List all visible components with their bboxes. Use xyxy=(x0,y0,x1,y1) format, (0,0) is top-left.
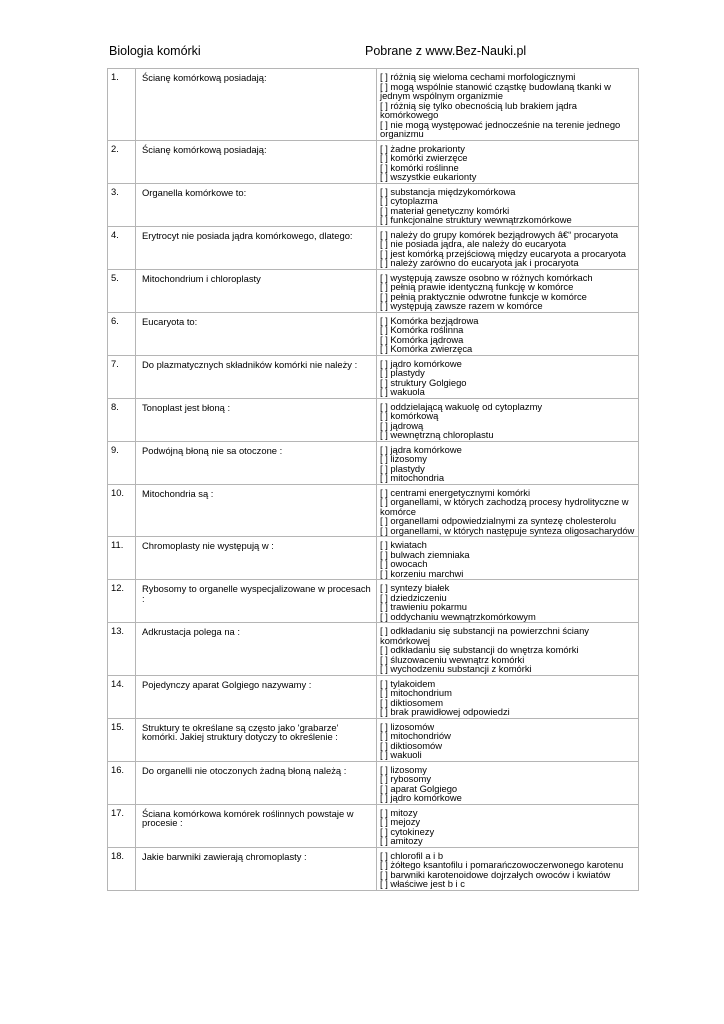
question-text: Organella komórkowe to: xyxy=(142,186,247,198)
answer-option[interactable]: [ ] nie mogą występować jednocześnie na terenie jednego organizmu xyxy=(380,118,621,139)
answer-option[interactable]: [ ] odkładaniu się substancji do wnętrza komórki xyxy=(380,644,579,655)
answer-option[interactable]: [ ] jądrową xyxy=(380,419,424,431)
answer-option[interactable]: [ ] Komórka bezjądrowa xyxy=(380,314,479,326)
question-number: 10. xyxy=(108,484,136,537)
answer-option[interactable]: [ ] należy do grupy komórek bezjądrowych â€“ procaryota xyxy=(380,228,619,240)
question-row xyxy=(108,69,639,141)
answer-options xyxy=(377,804,639,847)
answer-option[interactable]: [ ] syntezy białek xyxy=(380,582,450,593)
question-text: Adkrustacja polega na : xyxy=(142,626,240,637)
answer-option[interactable]: [ ] wakuoli xyxy=(380,749,422,760)
question-cell xyxy=(136,441,377,484)
question-text: Do plazmatycznych składników komórki nie należy : xyxy=(142,358,358,370)
answer-option[interactable]: [ ] lizosomów xyxy=(380,720,435,732)
answer-option[interactable]: [ ] lizosomy xyxy=(380,453,427,464)
question-text: Erytrocyt nie posiada jądra komórkowego, dlatego: xyxy=(142,229,353,241)
question-row xyxy=(108,226,639,269)
answer-option[interactable]: [ ] kwiatach xyxy=(380,539,427,550)
question-text: Ścianę komórkową posiadają: xyxy=(142,143,267,155)
question-cell xyxy=(136,140,377,183)
question-number: 14. xyxy=(108,675,136,718)
answer-option[interactable]: [ ] mitozy xyxy=(380,806,418,818)
question-row xyxy=(108,312,639,355)
answer-options xyxy=(377,537,639,580)
question-cell xyxy=(136,761,377,804)
answer-option[interactable]: [ ] struktury Golgiego xyxy=(380,376,467,388)
answer-option[interactable]: [ ] bulwach ziemniaka xyxy=(380,548,470,560)
answer-option[interactable]: [ ] trawieniu pokarmu xyxy=(380,601,468,612)
question-cell xyxy=(136,69,377,141)
question-row xyxy=(108,140,639,183)
answer-option[interactable]: [ ] różnią się wieloma cechami morfologicznymi xyxy=(380,71,576,82)
question-text: Jakie barwniki zawierają chromoplasty : xyxy=(142,850,307,862)
answer-options xyxy=(377,675,639,718)
answer-option[interactable]: [ ] śluzowaceniu wewnątrz komórki xyxy=(380,653,525,665)
question-number: 4. xyxy=(108,226,136,269)
question-number: 5. xyxy=(108,269,136,312)
answer-options xyxy=(377,398,639,441)
source-note: Pobrane z www.Bez-Nauki.pl xyxy=(365,44,527,58)
answer-option[interactable]: [ ] jest komórką przejściową między eucaryota a procaryota xyxy=(380,247,626,259)
question-number: 2. xyxy=(108,140,136,183)
answer-option[interactable]: [ ] jądra komórkowe xyxy=(380,443,462,455)
answer-option[interactable]: [ ] jądro komórkowe xyxy=(380,357,462,369)
answer-option[interactable]: [ ] pełnią prawie identyczną funkcję w komórce xyxy=(380,281,574,292)
answer-option[interactable]: [ ] organellami odpowiedzialnymi za syntezę cholesterolu xyxy=(380,515,617,526)
answer-option[interactable]: [ ] żadne prokarionty xyxy=(380,142,465,154)
question-text: Do organelli nie otoczonych żadną błoną należą : xyxy=(142,764,347,776)
document-title: Biologia komórki xyxy=(109,44,201,58)
answer-option[interactable]: [ ] tylakoidem xyxy=(380,677,436,689)
answer-option[interactable]: [ ] diktiosomów xyxy=(380,739,442,751)
question-number: 18. xyxy=(108,847,136,890)
question-text: Rybosomy to organelle wyspecjalizowane w procesach : xyxy=(142,583,371,604)
question-cell xyxy=(136,398,377,441)
question-number: 15. xyxy=(108,718,136,761)
quiz-table xyxy=(107,68,639,891)
answer-option[interactable]: [ ] mitochondria xyxy=(380,472,445,483)
question-text: Podwójną błoną nie sa otoczone : xyxy=(142,444,283,456)
answer-options xyxy=(377,269,639,312)
answer-option[interactable]: [ ] oddzielającą wakuolę od cytoplazmy xyxy=(380,400,543,412)
answer-options xyxy=(377,69,639,141)
answer-option[interactable]: [ ] amitozy xyxy=(380,835,423,846)
question-text: Mitochondrium i chloroplasty xyxy=(142,272,261,284)
answer-option[interactable]: [ ] pełnią praktycznie odwrotne funkcje w komórce xyxy=(380,290,587,302)
question-cell xyxy=(136,183,377,226)
answer-option[interactable]: [ ] nie posiada jądra, ale należy do eucaryota xyxy=(380,238,567,249)
answer-options xyxy=(377,761,639,804)
question-row xyxy=(108,484,639,537)
question-text: Chromoplasty nie występują w : xyxy=(142,540,274,551)
question-cell xyxy=(136,355,377,398)
answer-option[interactable]: [ ] owocach xyxy=(380,558,428,569)
question-row xyxy=(108,580,639,623)
answer-options xyxy=(377,718,639,761)
question-number: 11. xyxy=(108,537,136,580)
answer-option[interactable]: [ ] komórki roślinne xyxy=(380,161,459,173)
answer-option[interactable]: [ ] komórkową xyxy=(380,410,439,421)
question-number: 13. xyxy=(108,623,136,676)
question-number: 8. xyxy=(108,398,136,441)
answer-option[interactable]: [ ] organellami, w których następuje synteza oligosacharydów xyxy=(380,524,635,536)
answer-option[interactable]: [ ] diktiosomem xyxy=(380,696,444,708)
answer-option[interactable]: [ ] chlorofil a i b xyxy=(380,849,444,861)
answer-options xyxy=(377,140,639,183)
answer-options xyxy=(377,484,639,537)
answer-options xyxy=(377,226,639,269)
answer-option[interactable]: [ ] wychodzeniu substancji z komórki xyxy=(380,663,532,674)
answer-option[interactable]: [ ] materiał genetyczny komórki xyxy=(380,204,510,216)
answer-options xyxy=(377,623,639,676)
answer-option[interactable]: [ ] wewnętrzną chloroplastu xyxy=(380,429,494,440)
answer-options xyxy=(377,355,639,398)
answer-option[interactable]: [ ] brak prawidłowej odpowiedzi xyxy=(380,706,510,717)
answer-options xyxy=(377,847,639,890)
answer-options xyxy=(377,312,639,355)
answer-option[interactable]: [ ] odkładaniu się substancji na powierzchni ściany komórkowej xyxy=(380,625,589,646)
answer-option[interactable]: [ ] mejozy xyxy=(380,816,421,827)
answer-option[interactable]: [ ] organellami, w których zachodzą procesy hydrolityczne w komórce xyxy=(380,496,629,517)
question-row xyxy=(108,804,639,847)
question-number: 17. xyxy=(108,804,136,847)
question-cell xyxy=(136,537,377,580)
answer-option[interactable]: [ ] właściwe jest b i c xyxy=(380,878,465,889)
answer-option[interactable]: [ ] cytoplazma xyxy=(380,195,438,206)
question-number: 7. xyxy=(108,355,136,398)
question-number: 9. xyxy=(108,441,136,484)
question-row xyxy=(108,623,639,676)
question-cell xyxy=(136,804,377,847)
question-text: Pojedynczy aparat Golgiego nazywamy : xyxy=(142,678,312,690)
answer-option[interactable]: [ ] substancja międzykomórkowa xyxy=(380,185,516,197)
question-text: Struktury te określane są często jako 'grabarze' komórki. Jakiej struktury dotyczy to określenie : xyxy=(142,721,339,742)
answer-option[interactable]: [ ] cytokinezy xyxy=(380,825,435,837)
answer-options xyxy=(377,183,639,226)
question-row xyxy=(108,398,639,441)
question-row xyxy=(108,761,639,804)
answer-option[interactable]: [ ] należy zarówno do eucaryota jak i procaryota xyxy=(380,257,579,268)
answer-option[interactable]: [ ] mitochondrium xyxy=(380,687,452,698)
answer-option[interactable]: [ ] funkcjonalne struktury wewnątrzkomórkowe xyxy=(380,214,572,225)
question-row xyxy=(108,675,639,718)
answer-option[interactable]: [ ] występują zawsze razem w komórce xyxy=(380,300,543,311)
question-cell xyxy=(136,718,377,761)
question-number: 1. xyxy=(108,69,136,141)
question-cell xyxy=(136,675,377,718)
question-row xyxy=(108,269,639,312)
question-row xyxy=(108,718,639,761)
question-row xyxy=(108,847,639,890)
answer-option[interactable]: [ ] wakuola xyxy=(380,386,425,397)
question-cell xyxy=(136,847,377,890)
question-cell xyxy=(136,312,377,355)
question-cell xyxy=(136,623,377,676)
answer-option[interactable]: [ ] komórki zwierzęce xyxy=(380,152,468,163)
answer-option[interactable]: [ ] żółtego ksantofilu i pomarańczowoczerwonego karotenu xyxy=(380,859,624,870)
answer-option[interactable]: [ ] Komórka roślinna xyxy=(380,324,464,335)
answer-option[interactable]: [ ] plastydy xyxy=(380,462,425,474)
question-text: Tonoplast jest błoną : xyxy=(142,401,231,413)
answer-option[interactable]: [ ] plastydy xyxy=(380,367,425,378)
question-number: 6. xyxy=(108,312,136,355)
answer-option[interactable]: [ ] Komórka jądrowa xyxy=(380,333,464,345)
question-number: 3. xyxy=(108,183,136,226)
answer-option[interactable]: [ ] mogą wspólnie stanowić cząstkę budowlaną tkanki w jednym wspólnym organizmie xyxy=(380,80,611,101)
answer-option[interactable]: [ ] wszystkie eukarionty xyxy=(380,171,477,182)
answer-options xyxy=(377,441,639,484)
question-cell xyxy=(136,226,377,269)
question-text: Ściana komórkowa komórek roślinnych powstaje w procesie : xyxy=(142,807,354,828)
answer-option[interactable]: [ ] różnią się tylko obecnością lub brakiem jądra komórkowego xyxy=(380,99,577,120)
question-cell xyxy=(136,269,377,312)
answer-option[interactable]: [ ] Komórka zwierzęca xyxy=(380,343,473,354)
question-row xyxy=(108,355,639,398)
question-cell xyxy=(136,580,377,623)
answer-options xyxy=(377,580,639,623)
answer-option[interactable]: [ ] korzeniu marchwi xyxy=(380,567,464,579)
page-header xyxy=(109,44,619,64)
question-cell xyxy=(136,484,377,537)
question-number: 12. xyxy=(108,580,136,623)
answer-option[interactable]: [ ] rybosomy xyxy=(380,773,432,784)
question-number: 16. xyxy=(108,761,136,804)
answer-option[interactable]: [ ] dziedziczeniu xyxy=(380,591,447,603)
question-text: Eucaryota to: xyxy=(142,315,198,327)
question-row xyxy=(108,183,639,226)
answer-option[interactable]: [ ] barwniki karotenoidowe dojrzałych owoców i kwiatów xyxy=(380,868,611,880)
quiz-table-body xyxy=(108,69,639,891)
answer-option[interactable]: [ ] jądro komórkowe xyxy=(380,792,462,803)
question-text: Ścianę komórkową posiadają: xyxy=(142,72,267,83)
answer-option[interactable]: [ ] aparat Golgiego xyxy=(380,782,458,794)
question-text: Mitochondria są : xyxy=(142,487,214,499)
answer-option[interactable]: [ ] występują zawsze osobno w różnych komórkach xyxy=(380,271,593,283)
question-row xyxy=(108,537,639,580)
answer-option[interactable]: [ ] centrami energetycznymi komórki xyxy=(380,486,531,498)
question-row xyxy=(108,441,639,484)
answer-option[interactable]: [ ] lizosomy xyxy=(380,763,427,775)
answer-option[interactable]: [ ] mitochondriów xyxy=(380,730,451,741)
answer-option[interactable]: [ ] oddychaniu wewnątrzkomórkowym xyxy=(380,610,536,622)
